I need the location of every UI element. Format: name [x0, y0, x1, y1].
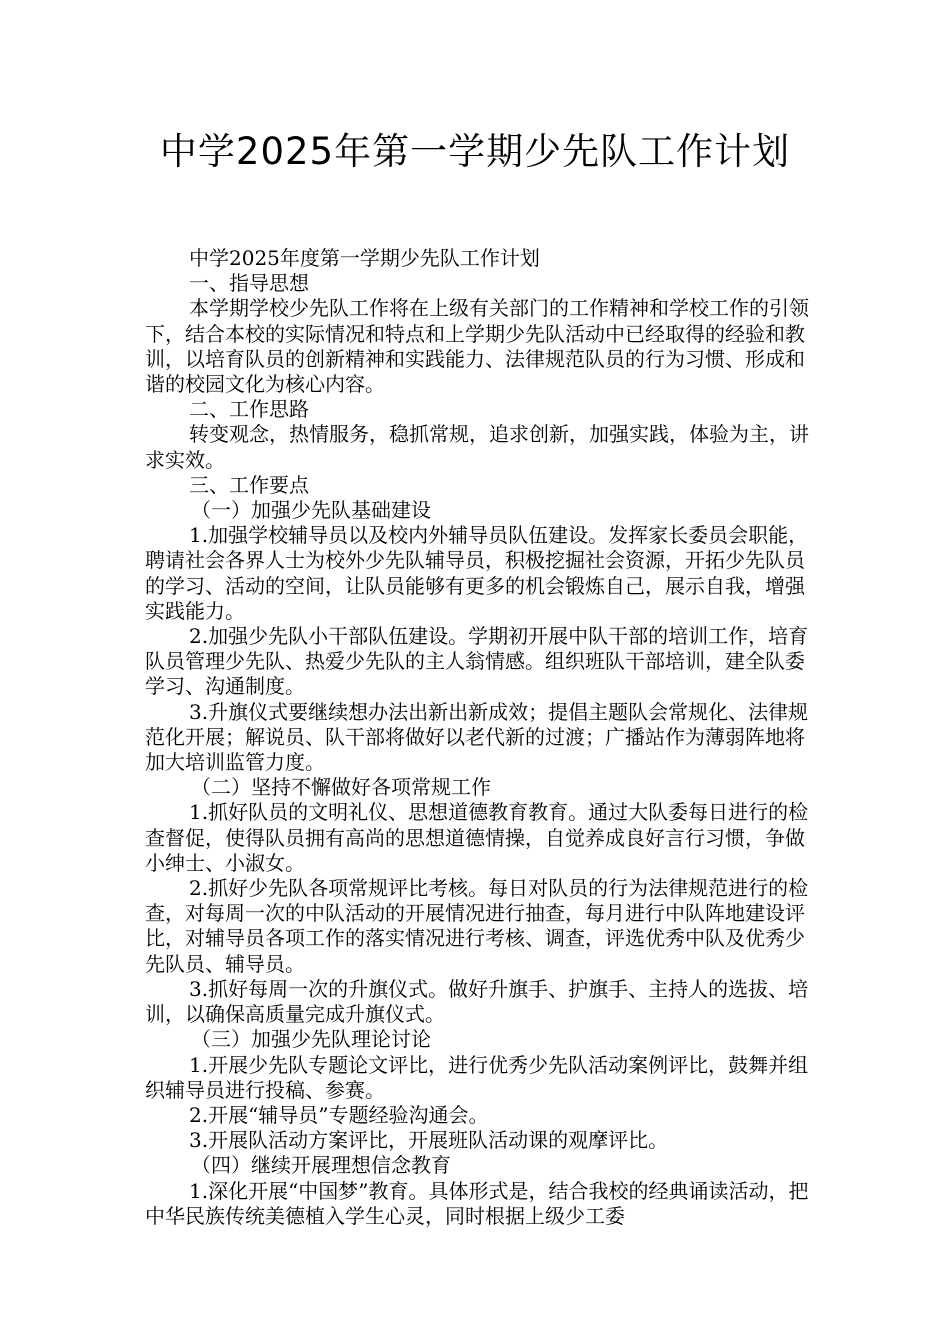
heading-work-points: 三、工作要点	[189, 472, 309, 497]
paragraph: 2.抓好少先队各项常规评比考核。每日对队员的行为法律规范进行的检查，对每周一次的中队活动的开展情况进行抽查，每月进行中队阵地建设评比，对辅导员各项工作的落实情况进行考核、调查，评选优秀中队及优秀少先队员、辅导员。	[145, 876, 809, 976]
paragraph: 1.抓好队员的文明礼仪、思想道德教育教育。通过大队委每日进行的检查督促，使得队员拥有高尚的思想道德情操，自觉养成良好言行习惯，争做小绅士、小淑女。	[145, 800, 809, 875]
heading-work-ideas: 二、工作思路	[189, 397, 309, 422]
paragraph-subtitle: 中学2025年度第一学期少先队工作计划	[189, 246, 540, 270]
paragraph: 3.抓好每周一次的升旗仪式。做好升旗手、护旗手、主持人的选拔、培训，以确保高质量完成升旗仪式。	[145, 976, 809, 1027]
subheading-1: （一）加强少先队基础建设	[191, 498, 431, 523]
subheading-4: （四）继续开展理想信念教育	[191, 1153, 451, 1178]
document-title: 中学2025年第一学期少先队工作计划	[159, 130, 791, 173]
subheading-2: （二）坚持不懈做好各项常规工作	[191, 775, 491, 800]
paragraph: 转变观念，热情服务，稳抓常规，追求创新，加强实践，体验为主，讲求实效。	[145, 422, 809, 472]
paragraph: 1.加强学校辅导员以及校内外辅导员队伍建设。发挥家长委员会职能，聘请社会各界人士为校外少先队辅导员，积极挖掘社会资源，开拓少先队员的学习、活动的空间，让队员能够有更多的机会锻炼自己，展示自我，增强实践能力。	[145, 523, 809, 623]
paragraph: 3.升旗仪式要继续想办法出新出新成效；提倡主题队会常规化、法律规范化开展；解说员、队干部将做好以老代新的过渡；广播站作为薄弱阵地将加大培训监管力度。	[145, 699, 809, 775]
paragraph: 1.开展少先队专题论文评比，进行优秀少先队活动案例评比，鼓舞并组织辅导员进行投稿、参赛。	[145, 1052, 809, 1102]
paragraph: 本学期学校少先队工作将在上级有关部门的工作精神和学校工作的引领下，结合本校的实际情况和特点和上学期少先队活动中已经取得的经验和教训，以培育队员的创新精神和实践能力、法律规范队员的行为习惯、形成和谐的校园文化为核心内容。	[145, 296, 809, 397]
paragraph: 3.开展队活动方案评比，开展班队活动课的观摩评比。	[189, 1128, 669, 1153]
document-body	[145, 246, 815, 1229]
heading-guiding-ideology: 一、指导思想	[189, 271, 309, 296]
paragraph: 1.深化开展“中国梦”教育。具体形式是，结合我校的经典诵读活动，把中华民族传统美德植入学生心灵，同时根据上级少工委	[145, 1178, 809, 1228]
subheading-3: （三）加强少先队理论讨论	[191, 1027, 431, 1052]
paragraph: 2.开展“辅导员”专题经验沟通会。	[189, 1102, 489, 1127]
paragraph: 2.加强少先队小干部队伍建设。学期初开展中队干部的培训工作，培育队员管理少先队、热爱少先队的主人翁情感。组织班队干部培训，建全队委学习、沟通制度。	[145, 624, 809, 699]
